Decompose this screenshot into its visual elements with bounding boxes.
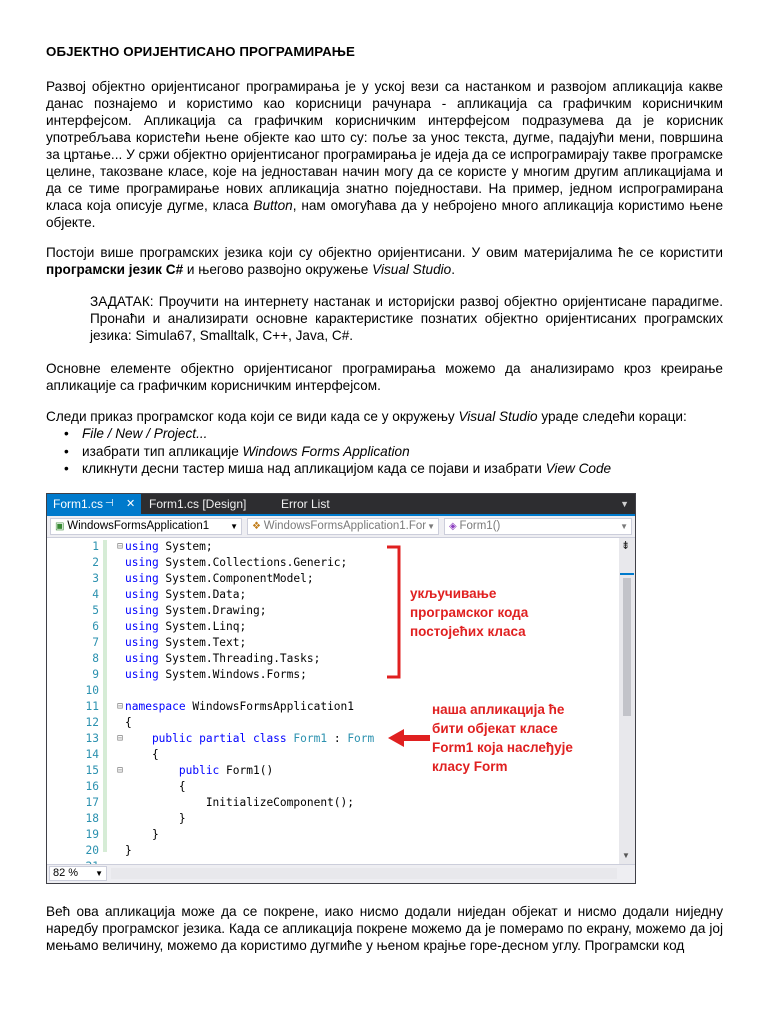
splitter-icon[interactable]: ⇟ <box>621 540 631 552</box>
code-keyword: using <box>125 588 159 601</box>
list-item: • изабрати тип апликације Windows Forms Application <box>64 443 611 461</box>
code-body: System.Text; <box>158 636 247 649</box>
project-dropdown[interactable]: ▣ WindowsFormsApplication1 ▼ <box>50 518 242 535</box>
list-item: • кликнути десни тастер миша над апликацијом када се појави и изабрати View Code <box>64 460 611 478</box>
line-number: 10 <box>85 684 99 697</box>
line-number: 19 <box>85 828 99 841</box>
code-text <box>125 587 246 603</box>
steps-list <box>64 425 611 478</box>
code-body: WindowsFormsApplication1 <box>185 700 355 713</box>
close-icon[interactable]: ✕ <box>126 498 136 510</box>
class-icon: ❖ <box>252 521 264 532</box>
code-keyword: using <box>125 604 159 617</box>
chevron-down-icon: ▼ <box>230 522 238 531</box>
type-dropdown[interactable]: ❖ WindowsFormsApplication1.For ▼ <box>247 518 439 535</box>
code-body: System; <box>158 540 213 553</box>
line-number: 2 <box>92 556 99 569</box>
code-text <box>125 651 320 667</box>
method-icon: ◈ <box>449 521 460 532</box>
code-text <box>125 635 246 651</box>
line-number: 7 <box>92 636 99 649</box>
line-number: 11 <box>85 700 99 713</box>
editor-status-bar <box>47 864 635 883</box>
code-keyword: namespace <box>125 700 186 713</box>
code-text <box>125 667 307 683</box>
zoom-dropdown[interactable]: 82 % ▼ <box>49 866 107 881</box>
fold-icon[interactable]: ⊟ <box>117 765 124 776</box>
code-line[interactable] <box>47 795 617 811</box>
chevron-down-icon: ▼ <box>427 522 435 531</box>
code-text <box>125 747 159 763</box>
code-line[interactable] <box>47 651 617 667</box>
line-number: 9 <box>92 668 99 681</box>
code-keyword: public <box>125 764 220 777</box>
languages-text: Постоји више програмских језика који су објектно оријентисани. У овим материјалима ће се користити <box>46 245 723 260</box>
button-class-name: Button <box>253 198 293 213</box>
line-number: 3 <box>92 572 99 585</box>
languages-paragraph <box>46 244 723 278</box>
code-keyword: using <box>125 652 159 665</box>
code-keyword: using <box>125 572 159 585</box>
code-text <box>125 619 246 635</box>
scroll-thumb[interactable] <box>623 578 631 716</box>
ide-name: Visual Studio <box>372 262 452 277</box>
ide-screenshot <box>46 493 636 884</box>
line-number: 18 <box>85 812 99 825</box>
code-line[interactable] <box>47 619 617 635</box>
line-number: 5 <box>92 604 99 617</box>
code-body: System.Data; <box>158 588 247 601</box>
code-line[interactable] <box>47 539 617 555</box>
code-line[interactable] <box>47 555 617 571</box>
chevron-down-icon: ▼ <box>95 869 103 878</box>
code-body: } <box>125 828 159 841</box>
csharp-project-icon: ▣ <box>55 521 68 532</box>
elements-paragraph: Основне елементе објектно оријентисаног програмирања можемо да анализирамо кроз креирање апликације са графичким корисничким интерфејсом. <box>46 361 723 393</box>
language-name: програмски језик C# <box>46 262 184 277</box>
code-text <box>125 795 354 811</box>
code-text <box>125 779 186 795</box>
intro-paragraph <box>46 78 723 231</box>
navigation-bar <box>47 516 635 538</box>
code-text <box>125 827 159 843</box>
caret-marker <box>620 573 634 575</box>
using-bracket-icon <box>385 545 403 679</box>
line-number: 12 <box>85 716 99 729</box>
code-body: { <box>125 716 132 729</box>
code-line[interactable] <box>47 603 617 619</box>
code-type: Form1 <box>293 732 328 745</box>
code-line[interactable] <box>47 587 617 603</box>
code-text <box>125 603 266 619</box>
code-keyword: using <box>125 668 159 681</box>
code-line[interactable] <box>47 811 617 827</box>
code-body: System.Drawing; <box>158 604 267 617</box>
annotation-using: укључивање програмског кода постојећих класа <box>410 586 529 639</box>
code-body: System.Collections.Generic; <box>158 556 348 569</box>
tab-form1-cs[interactable]: Form1.cs ⊣ ✕ <box>47 494 141 514</box>
pin-icon[interactable]: ⊣ <box>105 498 114 509</box>
code-body: System.ComponentModel; <box>158 572 314 585</box>
intro-text: Развој објектно оријентисаног програмирања је у уској вези са настанком и развојом апликација какве данас познајемо и користимо као корисници рачунара - апликација са графичким корисничким интерфејсом. Апликација са графичким корисничким интерфејсом подразумева да је корисник употребљава користећи њене објекте као што су: поље за унос текста, дугме, падајући мени, површина за цртање... У сржи објектно оријентисаног програмирања је идеја да се испрограмирају такве програмске целине, такозване класе, које на једноставан начин могу да се користе у многим другим апликацијама и да се тиме програмирање нових апликација знатно поједностави. На пример, једном испрограмирана класа која описује дугме, класа <box>46 79 723 213</box>
task-paragraph: ЗАДАТАК: Проучити на интернету настанак и историјски развој објектно оријентисане парадигме. Пронаћи и анализирати основне карактеристике познатих објектно оријентисаних програмских језика: Simula67, Smalltalk, C++, Java, C#. <box>90 294 723 343</box>
arrow-left-icon <box>388 728 430 748</box>
code-text <box>125 843 132 859</box>
steps-intro-paragraph <box>46 408 723 425</box>
chevron-down-icon: ▼ <box>620 522 628 531</box>
code-text <box>125 811 186 827</box>
line-number: 16 <box>85 780 99 793</box>
line-number: 14 <box>85 748 99 761</box>
code-keyword: public partial class <box>125 732 287 745</box>
code-text <box>125 763 273 779</box>
closing-paragraph: Већ ова апликација може да се покрене, иако нисмо додали ниједан објекат и нисмо додали ниједну наредбу програмског језика. Када се апликација покрене можемо да је померамо по екрану, можемо да јој мењамо величину, можемо да користимо дугмиће у њеном крајње горе-десном углу. Програмски код <box>46 904 723 953</box>
vertical-scrollbar[interactable] <box>619 538 635 864</box>
fold-icon[interactable]: ⊟ <box>117 733 124 744</box>
code-text <box>125 731 374 747</box>
languages-text-mid: и његово развојно окружење <box>183 262 373 277</box>
code-body: InitializeComponent(); <box>125 796 355 809</box>
code-text <box>125 699 354 715</box>
horizontal-scrollbar[interactable] <box>111 868 617 879</box>
code-line[interactable] <box>47 843 617 859</box>
tab-error-list[interactable]: Error List <box>281 497 330 511</box>
code-body: } <box>125 812 186 825</box>
code-text <box>125 571 314 587</box>
code-text <box>125 715 132 731</box>
line-number: 15 <box>85 764 99 777</box>
steps-intro-text: Следи приказ програмског кода који се види када се у окружењу <box>46 409 459 424</box>
code-body: System.Windows.Forms; <box>158 668 307 681</box>
member-dropdown[interactable]: ◈ Form1() ▼ <box>444 518 632 535</box>
tab-form1-design[interactable]: Form1.cs [Design] <box>149 497 247 511</box>
code-keyword: using <box>125 620 159 633</box>
code-line[interactable] <box>47 635 617 651</box>
line-number: 13 <box>85 732 99 745</box>
editor-tab-bar <box>47 494 635 516</box>
code-body: } <box>125 844 132 857</box>
line-number: 6 <box>92 620 99 633</box>
annotation-class: наша апликација ће бити објекат класе Form1 која наслеђује класу Form <box>432 702 573 774</box>
scroll-down-icon[interactable]: ▼ <box>622 851 630 860</box>
code-line[interactable] <box>47 667 617 683</box>
code-text <box>125 555 347 571</box>
line-number: 4 <box>92 588 99 601</box>
list-item: • File / New / Project... <box>64 425 611 443</box>
document-title: ОБЈЕКТНО ОРИЈЕНТИСАНО ПРОГРАМИРАЊЕ <box>46 44 355 59</box>
code-body: Form1() <box>219 764 274 777</box>
code-line[interactable] <box>47 827 617 843</box>
code-keyword: using <box>125 540 159 553</box>
code-body: System.Linq; <box>158 620 247 633</box>
code-line[interactable] <box>47 683 617 699</box>
line-number: 17 <box>85 796 99 809</box>
code-keyword: using <box>125 636 159 649</box>
code-body: { <box>125 780 186 793</box>
steps-intro-end: ураде следећи кораци: <box>537 409 687 424</box>
code-line[interactable] <box>47 571 617 587</box>
code-body: { <box>125 748 159 761</box>
code-keyword: using <box>125 556 159 569</box>
chevron-down-icon[interactable]: ▼ <box>620 499 629 509</box>
fold-icon[interactable]: ⊟ <box>117 541 124 552</box>
fold-icon[interactable]: ⊟ <box>117 701 124 712</box>
ide-name-2: Visual Studio <box>458 409 538 424</box>
line-number: 20 <box>85 844 99 857</box>
line-number: 8 <box>92 652 99 665</box>
intro-text-end: , нам омогућава да у небројено много апликација користимо њене објекте. <box>46 198 723 230</box>
line-number: 1 <box>92 540 99 553</box>
languages-text-end: . <box>451 262 456 277</box>
code-base-type: : Form <box>327 732 375 745</box>
code-text <box>125 539 213 555</box>
code-line[interactable] <box>47 779 617 795</box>
code-body: System.Threading.Tasks; <box>158 652 321 665</box>
